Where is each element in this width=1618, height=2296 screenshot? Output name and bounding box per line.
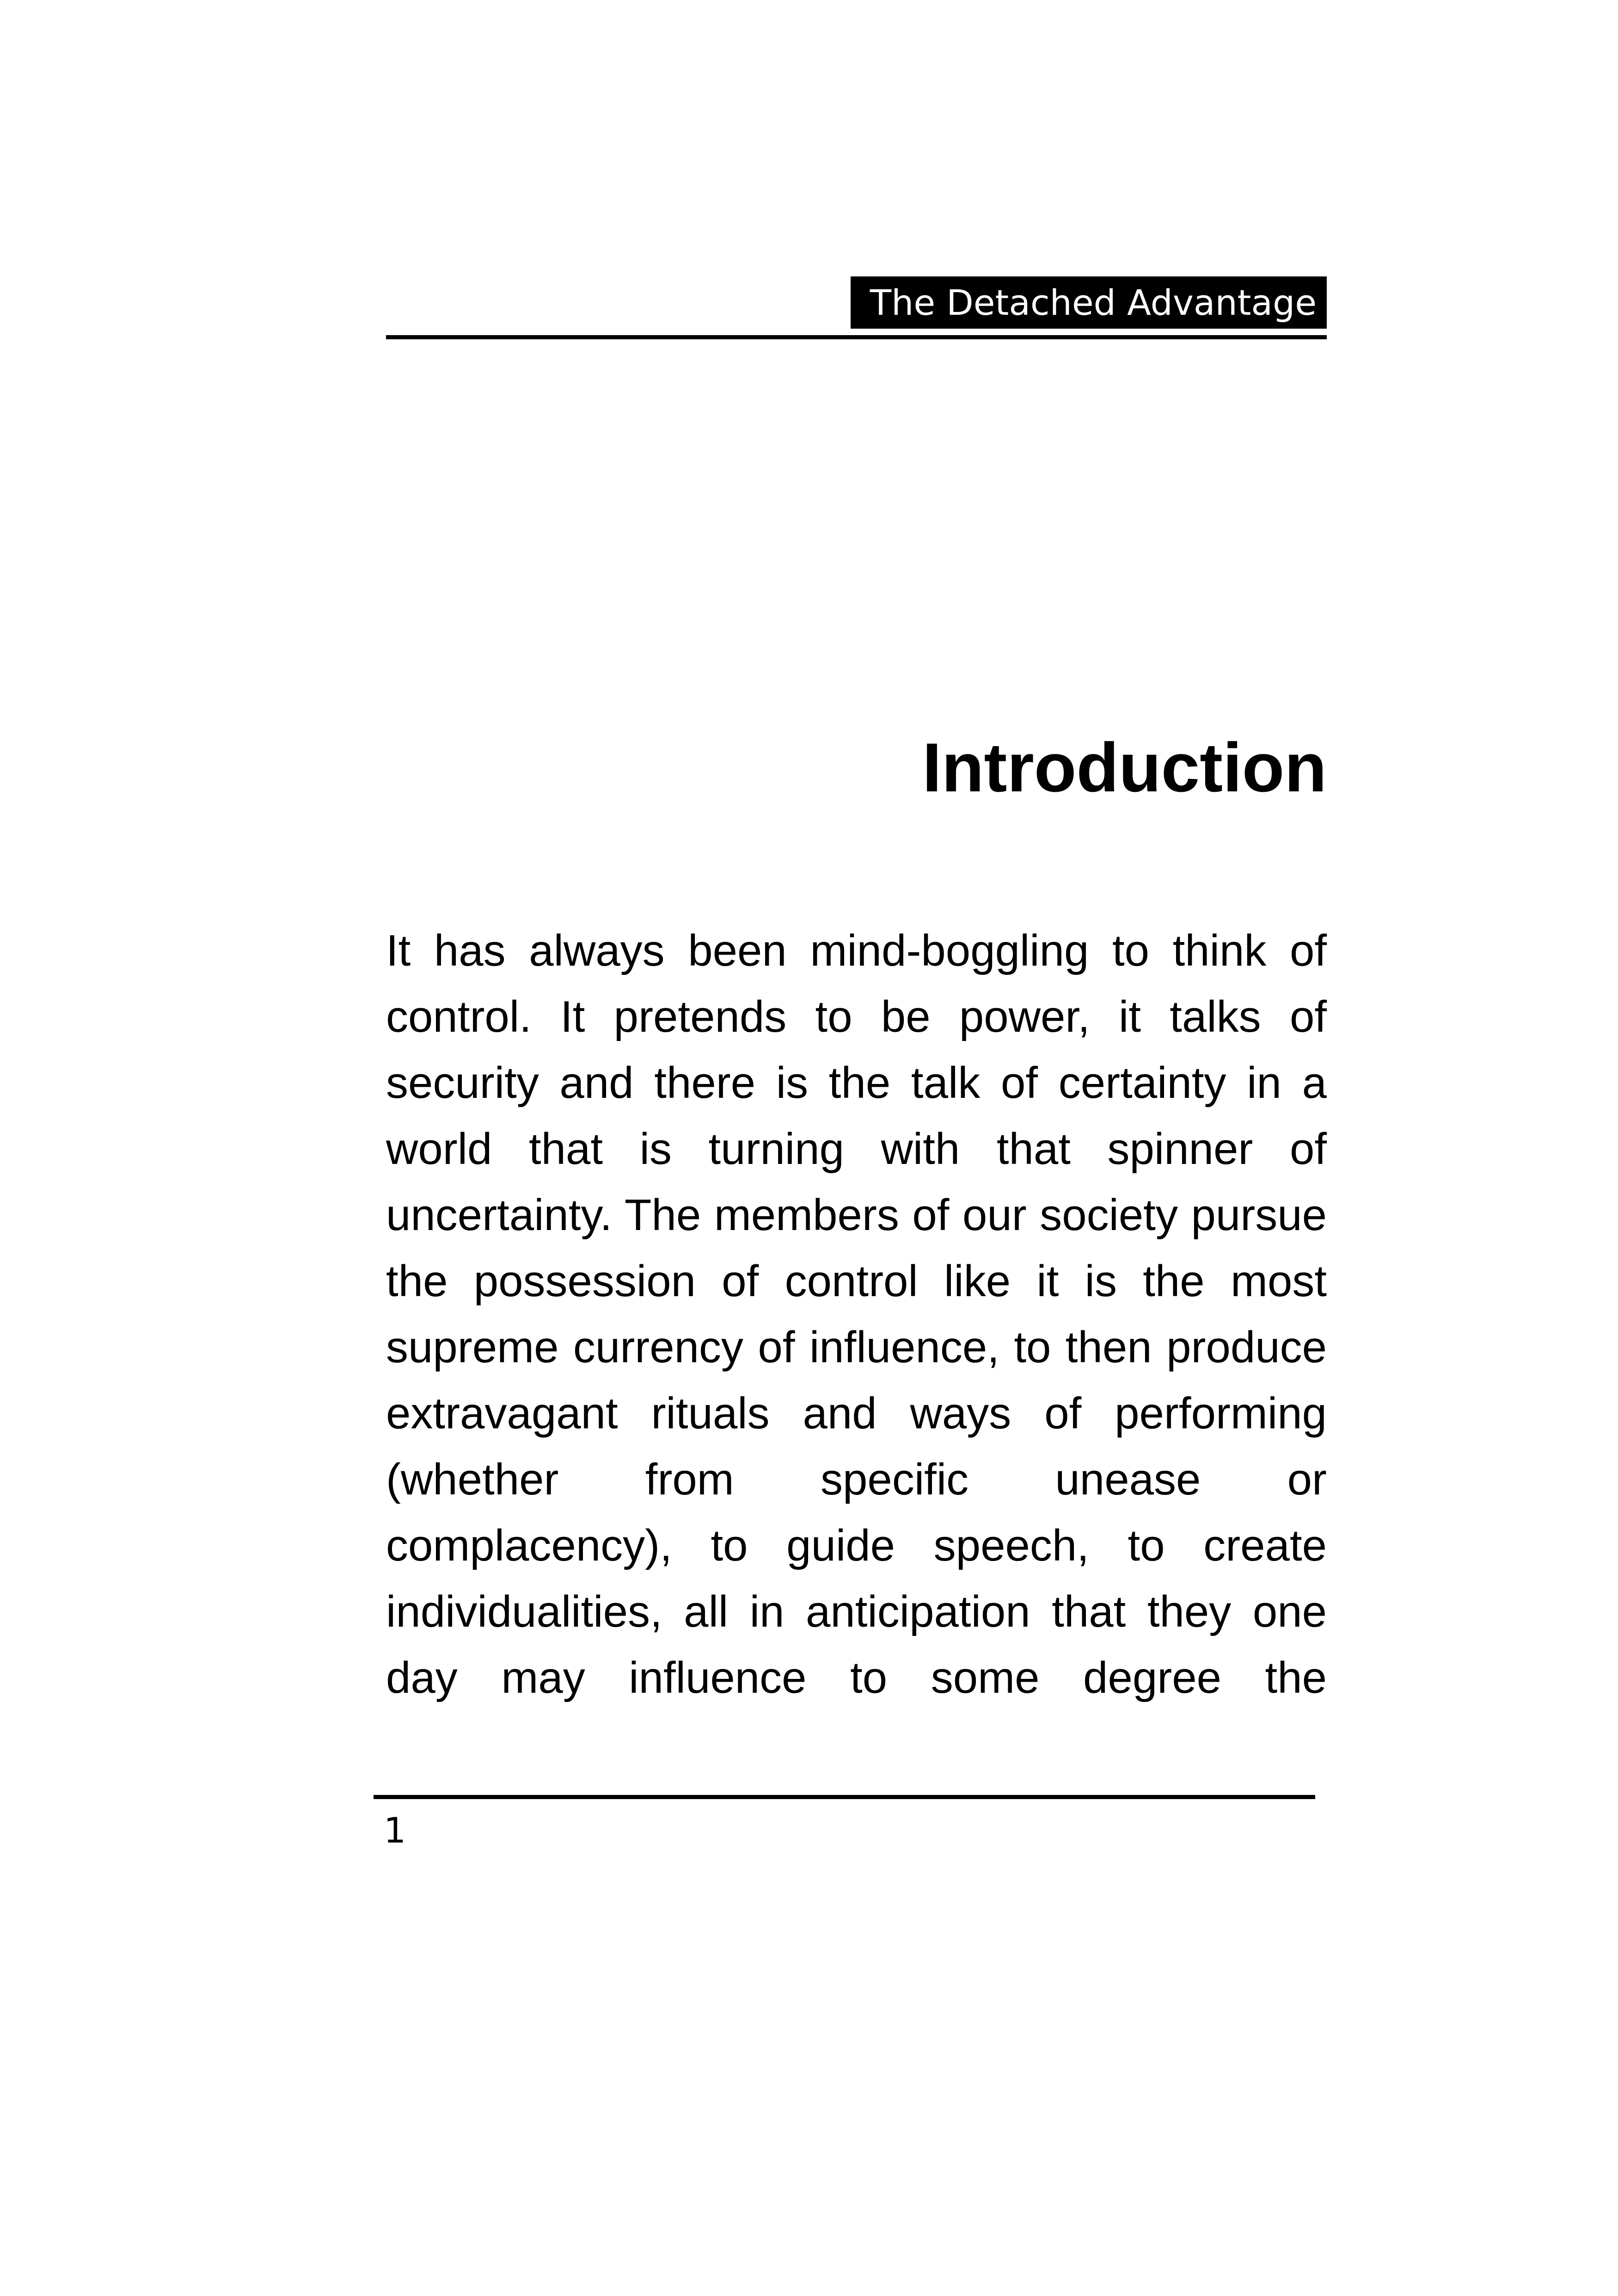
body-paragraph: It has always been mind-boggling to think of control. It pretends to be power, it talks of security and there is the talk of certainty in a world that is turning with that spinner of uncertainty. The members of our society pursue the possession of control like it is the most supreme currency of influence, to then produce extravagant rituals and ways of performing (whether from specific unease or complacency), to guide speech, to create individualities, all in anticipation that they one day may influence to some degree the bbox=[386, 926, 1327, 1702]
running-header-title: The Detached Advantage bbox=[851, 276, 1327, 329]
page-number: 1 bbox=[384, 1810, 406, 1851]
header-rule bbox=[386, 335, 1327, 339]
footer-rule bbox=[374, 1795, 1315, 1799]
chapter-title: Introduction bbox=[922, 729, 1327, 806]
